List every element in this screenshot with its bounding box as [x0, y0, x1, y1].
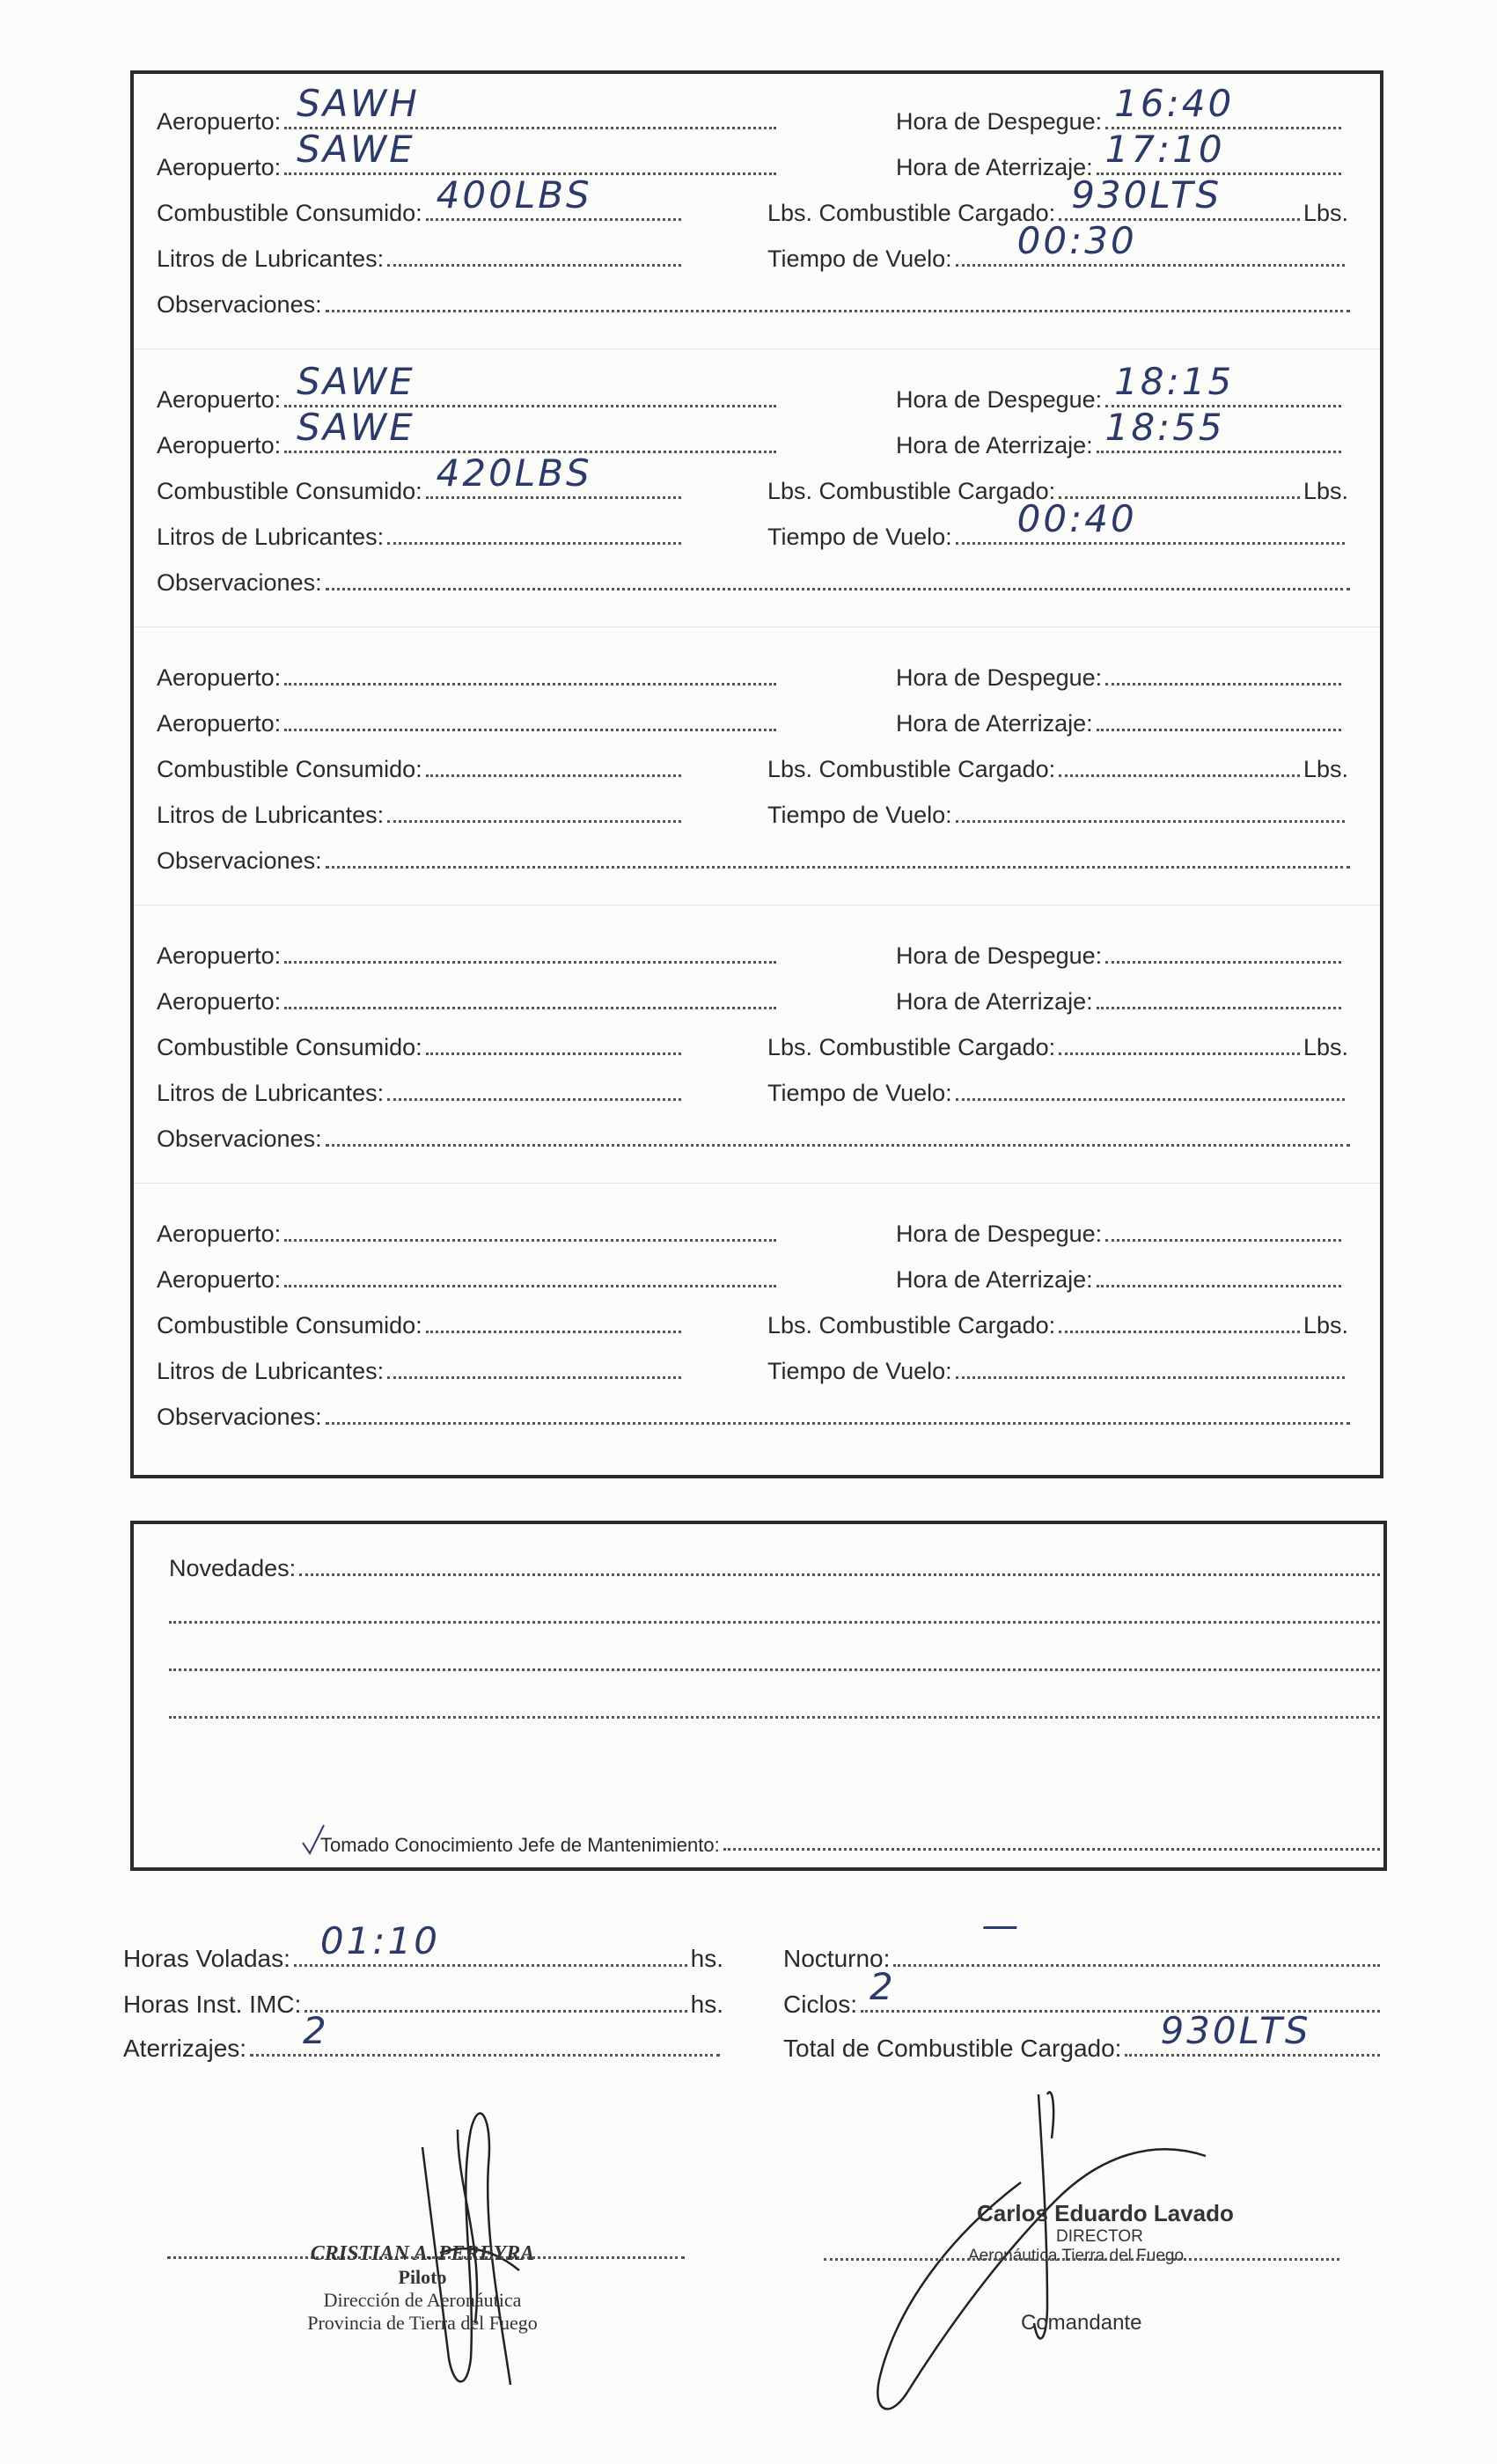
combustible-consumido-value: 400LBS — [436, 173, 592, 216]
hora-aterrizaje-label: Hora de Aterrizaje: — [896, 154, 1093, 180]
hora-despegue-label: Hora de Despegue: — [896, 386, 1103, 413]
horas-voladas-unit: hs. — [690, 1945, 723, 1972]
combustible-cargado-unit: Lbs. — [1303, 478, 1348, 504]
stamp-right-org: Aeronáutica Tierra del Fuego — [968, 2247, 1185, 2265]
flight-row-fuel — [134, 1304, 1380, 1339]
flight-row-lubricants — [134, 1350, 1380, 1385]
total-combustible-value: 930LTS — [1160, 2009, 1311, 2052]
hora-aterrizaje-label: Hora de Aterrizaje: — [896, 988, 1093, 1015]
tiempo-vuelo-field[interactable] — [956, 820, 1345, 823]
combustible-cargado-unit: Lbs. — [1303, 1312, 1348, 1338]
flight-log-box — [130, 70, 1383, 1478]
flight-row-arrival — [134, 702, 1380, 737]
litros-lubricantes-label: Litros de Lubricantes: — [157, 524, 385, 550]
stamp-left — [229, 2242, 616, 2335]
flight-row-fuel — [134, 1026, 1380, 1061]
tiempo-vuelo-label: Tiempo de Vuelo: — [767, 1358, 952, 1384]
horas-imc-unit: hs. — [690, 1991, 723, 2018]
stamp-right — [968, 2200, 1234, 2266]
flight-row-arrival — [134, 980, 1380, 1016]
combustible-cargado-field[interactable] — [1059, 774, 1300, 777]
aeropuerto-salida-value: SAWH — [297, 82, 420, 125]
aeropuerto-salida-value: SAWE — [297, 360, 415, 403]
flight-row-arrival — [134, 406, 1380, 459]
litros-lubricantes-field[interactable] — [387, 542, 681, 545]
aeropuerto-llegada-field[interactable] — [284, 729, 776, 731]
combustible-cargado-label: Lbs. Combustible Cargado: — [767, 756, 1056, 782]
observaciones-field[interactable] — [326, 866, 1350, 869]
hora-aterrizaje-value: 18:55 — [1104, 406, 1225, 449]
aeropuerto-llegada-field[interactable] — [284, 1285, 776, 1287]
aeropuerto-llegada-label: Aeropuerto: — [157, 1266, 282, 1293]
hora-aterrizaje-field[interactable] — [1097, 729, 1341, 731]
tiempo-vuelo-label: Tiempo de Vuelo: — [767, 802, 952, 828]
combustible-cargado-unit: Lbs. — [1303, 1034, 1348, 1060]
combustible-consumido-label: Combustible Consumido: — [157, 478, 422, 504]
flight-row-lubricants — [134, 219, 1380, 273]
hora-despegue-label: Hora de Despegue: — [896, 108, 1103, 135]
horas-voladas-label: Horas Voladas: — [123, 1945, 290, 1972]
litros-lubricantes-field[interactable] — [387, 1376, 681, 1379]
ciclos-label: Ciclos: — [783, 1991, 858, 2018]
hora-aterrizaje-label: Hora de Aterrizaje: — [896, 710, 1093, 737]
combustible-consumido-field[interactable] — [426, 173, 681, 221]
flight-row-observations — [134, 840, 1380, 875]
nocturno-value: — — [981, 1903, 1022, 1947]
combustible-consumido-label: Combustible Consumido: — [157, 1034, 422, 1060]
hora-despegue-value: 18:15 — [1114, 360, 1235, 403]
aeropuerto-salida-label: Aeropuerto: — [157, 108, 282, 135]
flight-row-observations — [134, 1396, 1380, 1431]
tomado-conocimiento-label: Tomado Conocimiento Jefe de Mantenimiento: — [320, 1834, 720, 1856]
flight-row-departure — [134, 656, 1380, 692]
flight-row-lubricants — [134, 1072, 1380, 1107]
hora-aterrizaje-field[interactable] — [1097, 406, 1341, 453]
aterrizajes-field[interactable] — [250, 2009, 720, 2057]
observaciones-label: Observaciones: — [157, 569, 322, 596]
combustible-consumido-field[interactable] — [426, 1052, 681, 1055]
combustible-cargado-label: Lbs. Combustible Cargado: — [767, 478, 1056, 504]
tiempo-vuelo-label: Tiempo de Vuelo: — [767, 246, 952, 272]
novedades-box — [130, 1521, 1387, 1871]
horas-voladas-field[interactable] — [294, 1919, 687, 1967]
combustible-consumido-label: Combustible Consumido: — [157, 1312, 422, 1338]
stamp-left-title: Piloto — [398, 2266, 447, 2288]
tiempo-vuelo-label: Tiempo de Vuelo: — [767, 524, 952, 550]
aeropuerto-salida-label: Aeropuerto: — [157, 1221, 282, 1247]
litros-lubricantes-field[interactable] — [387, 264, 681, 267]
flight-row-observations — [134, 1118, 1380, 1153]
check-mark-icon — [301, 1823, 327, 1859]
tiempo-vuelo-label: Tiempo de Vuelo: — [767, 1080, 952, 1106]
hora-despegue-label: Hora de Despegue: — [896, 664, 1103, 691]
hora-despegue-label: Hora de Despegue: — [896, 942, 1103, 969]
hora-despegue-field[interactable] — [1105, 1239, 1341, 1242]
litros-lubricantes-field[interactable] — [387, 1098, 681, 1101]
stamp-right-title: DIRECTOR — [1056, 2227, 1143, 2246]
combustible-consumido-field[interactable] — [426, 451, 681, 499]
aeropuerto-salida-field[interactable] — [284, 683, 776, 686]
stamp-left-name: CRISTIAN A. PEREYRA — [310, 2242, 535, 2265]
aterrizajes-row — [0, 2009, 1497, 2063]
horas-imc-field[interactable] — [305, 2010, 686, 2013]
signature-right-line[interactable] — [824, 2258, 1339, 2261]
hora-despegue-field[interactable] — [1105, 961, 1341, 964]
flight-row-fuel — [134, 748, 1380, 783]
observaciones-field[interactable] — [326, 1144, 1350, 1147]
total-combustible-label: Total de Combustible Cargado: — [783, 2035, 1122, 2062]
litros-lubricantes-label: Litros de Lubricantes: — [157, 1080, 385, 1106]
hora-aterrizaje-field[interactable] — [1097, 1285, 1341, 1287]
aterrizajes-value: 2 — [303, 2009, 329, 2052]
aeropuerto-llegada-value: SAWE — [297, 406, 415, 449]
novedades-line-2[interactable] — [169, 1621, 1380, 1624]
novedades-label: Novedades: — [169, 1555, 297, 1581]
hora-aterrizaje-label: Hora de Aterrizaje: — [896, 432, 1093, 458]
hora-aterrizaje-label: Hora de Aterrizaje: — [896, 1266, 1093, 1293]
horas-voladas-row — [0, 1903, 1497, 1973]
nocturno-field[interactable] — [893, 1903, 1380, 1967]
combustible-consumido-label: Combustible Consumido: — [157, 200, 422, 226]
flight-row-fuel — [134, 451, 1380, 505]
tiempo-vuelo-field[interactable] — [956, 219, 1345, 267]
observaciones-label: Observaciones: — [157, 847, 322, 874]
tiempo-vuelo-value: 00:40 — [1016, 497, 1137, 540]
aterrizajes-label: Aterrizajes: — [123, 2035, 247, 2062]
hora-aterrizaje-value: 17:10 — [1104, 128, 1225, 171]
aeropuerto-llegada-value: SAWE — [297, 128, 415, 171]
combustible-cargado-label: Lbs. Combustible Cargado: — [767, 1034, 1056, 1060]
flight-separator — [134, 1183, 1380, 1184]
novedades-line-3[interactable] — [169, 1668, 1380, 1671]
aeropuerto-salida-field[interactable] — [284, 961, 776, 964]
novedades-field[interactable] — [299, 1573, 1380, 1576]
horas-voladas-value: 01:10 — [319, 1919, 440, 1962]
combustible-cargado-field[interactable] — [1059, 1052, 1300, 1055]
combustible-cargado-label: Lbs. Combustible Cargado: — [767, 200, 1056, 226]
flight-row-observations — [134, 561, 1380, 597]
nocturno-label: Nocturno: — [783, 1945, 891, 1972]
novedades-row — [134, 1547, 1383, 1582]
hora-despegue-label: Hora de Despegue: — [896, 1221, 1103, 1247]
combustible-cargado-unit: Lbs. — [1303, 200, 1348, 226]
litros-lubricantes-label: Litros de Lubricantes: — [157, 246, 385, 272]
total-combustible-field[interactable] — [1125, 2009, 1380, 2057]
tiempo-vuelo-value: 00:30 — [1016, 219, 1137, 262]
observaciones-field[interactable] — [326, 1422, 1350, 1425]
hora-despegue-value: 16:40 — [1114, 82, 1235, 125]
aeropuerto-llegada-label: Aeropuerto: — [157, 988, 282, 1015]
tiempo-vuelo-field[interactable] — [956, 1098, 1345, 1101]
aeropuerto-llegada-label: Aeropuerto: — [157, 154, 282, 180]
stamp-left-org2: Provincia de Tierra del Fuego — [307, 2312, 538, 2334]
hora-despegue-field[interactable] — [1105, 683, 1341, 686]
combustible-consumido-label: Combustible Consumido: — [157, 756, 422, 782]
observaciones-label: Observaciones: — [157, 1126, 322, 1152]
aeropuerto-llegada-label: Aeropuerto: — [157, 710, 282, 737]
stamp-right-role: Comandante — [1021, 2311, 1142, 2335]
flight-row-lubricants — [134, 497, 1380, 551]
observaciones-field[interactable] — [326, 310, 1350, 312]
aeropuerto-salida-field[interactable] — [284, 1239, 776, 1242]
hora-aterrizaje-field[interactable] — [1097, 1007, 1341, 1009]
tiempo-vuelo-field[interactable] — [956, 497, 1345, 545]
aeropuerto-llegada-label: Aeropuerto: — [157, 432, 282, 458]
flight-separator — [134, 905, 1380, 906]
litros-lubricantes-label: Litros de Lubricantes: — [157, 802, 385, 828]
flight-row-lubricants — [134, 794, 1380, 829]
observaciones-field[interactable] — [326, 588, 1350, 590]
aeropuerto-salida-label: Aeropuerto: — [157, 664, 282, 691]
flight-row-observations — [134, 283, 1380, 319]
combustible-cargado-unit: Lbs. — [1303, 756, 1348, 782]
flight-row-arrival — [134, 1258, 1380, 1294]
combustible-cargado-field[interactable] — [1059, 1331, 1300, 1333]
aeropuerto-llegada-field[interactable] — [284, 1007, 776, 1009]
flight-row-departure — [134, 935, 1380, 970]
aeropuerto-salida-label: Aeropuerto: — [157, 942, 282, 969]
stamp-left-org1: Dirección de Aeronáutica — [323, 2289, 522, 2311]
flight-row-departure — [134, 1213, 1380, 1248]
combustible-cargado-value: 930LTS — [1071, 173, 1222, 216]
combustible-cargado-label: Lbs. Combustible Cargado: — [767, 1312, 1056, 1338]
stamp-right-name: Carlos Eduardo Lavado — [977, 2200, 1234, 2226]
novedades-line-4[interactable] — [169, 1716, 1380, 1719]
horas-imc-label: Horas Inst. IMC: — [123, 1991, 302, 2018]
tomado-conocimiento-field[interactable] — [723, 1848, 1380, 1851]
observaciones-label: Observaciones: — [157, 291, 322, 318]
tiempo-vuelo-field[interactable] — [956, 1376, 1345, 1379]
flight-separator — [134, 348, 1380, 349]
combustible-consumido-field[interactable] — [426, 1331, 681, 1333]
combustible-consumido-field[interactable] — [426, 774, 681, 777]
flight-row-fuel — [134, 173, 1380, 227]
observaciones-label: Observaciones: — [157, 1404, 322, 1430]
aeropuerto-salida-label: Aeropuerto: — [157, 386, 282, 413]
ciclos-value: 2 — [870, 1965, 896, 2008]
combustible-consumido-value: 420LBS — [436, 451, 592, 495]
litros-lubricantes-field[interactable] — [387, 820, 681, 823]
litros-lubricantes-label: Litros de Lubricantes: — [157, 1358, 385, 1384]
